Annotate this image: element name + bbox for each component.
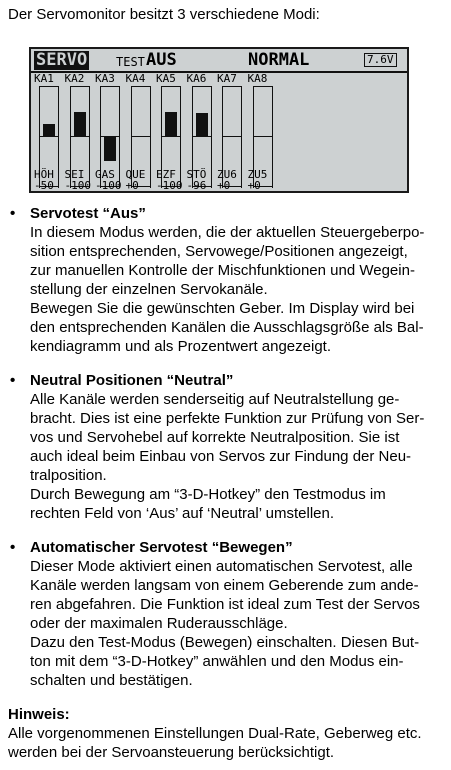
channel-bar: [43, 124, 55, 136]
channel-values-row: [31, 169, 407, 193]
section-title: Neutral Positionen “Neutral”: [30, 372, 234, 389]
note-title: Hinweis:: [8, 706, 70, 723]
display-header: [34, 51, 404, 71]
section-line: In diesem Modus werden, die der aktuellen Steuergeberpo-: [30, 224, 425, 241]
section-line: bracht. Dies ist eine perfekte Funktion zur Prüfung von Ser-: [30, 410, 425, 427]
bullet-icon: •: [10, 205, 16, 222]
channel-function: STÖ: [186, 168, 207, 181]
channel-name: KA5: [156, 72, 176, 85]
channel-function: HÖH: [34, 168, 54, 181]
section-line: sition entsprechenden, Servowege/Positionen angezeigt,: [30, 243, 408, 260]
channel-value: +0: [217, 179, 231, 192]
note-line: Alle vorgenommenen Einstellungen Dual-Rate, Geberweg etc.: [8, 725, 422, 742]
channel-function: GAS: [95, 168, 115, 181]
section-heading: [8, 538, 420, 557]
section-line: Dieser Mode aktiviert einen automatischen Servotest, alle: [30, 558, 413, 575]
mode-state: NORMAL: [248, 50, 310, 70]
section-line: ton mit dem “3-D-Hotkey” anwählen und den Modus ein-: [30, 653, 404, 670]
channel-value: +0: [247, 179, 261, 192]
section-line: zur manuellen Kontrolle der Mischfunktionen und Wegein-: [30, 262, 415, 279]
section-line: kendiagramm und als Prozentwert angezeigt.: [30, 338, 331, 355]
section-line: vos und Servohebel auf korrekte Neutralposition. Sie ist: [30, 429, 400, 446]
intro-text: Der Servomonitor besitzt 3 verschiedene Modi:: [8, 6, 320, 23]
channel-function: SEI: [64, 168, 85, 181]
section-line: Durch Bewegung am “3-D-Hotkey” den Testmodus im: [30, 486, 386, 503]
section-title: Automatischer Servotest “Bewegen”: [30, 539, 293, 556]
bullet-icon: •: [10, 539, 16, 556]
section-heading: [8, 204, 424, 223]
channel-name: KA1: [34, 72, 54, 85]
section-body: [8, 223, 424, 356]
section-line: Kanäle werden langsam von einem Geberende zum ande-: [30, 577, 419, 594]
note: [8, 705, 422, 762]
channel-function: QUE: [125, 168, 146, 181]
channel-name: KA8: [247, 72, 268, 85]
channel-value: -50: [34, 179, 54, 192]
channel-name: KA3: [95, 72, 115, 85]
section-line: Dazu den Test-Modus (Bewegen) einschalten. Diesen But-: [30, 634, 420, 651]
channel-value: -100: [156, 179, 183, 192]
section-body: [8, 390, 424, 523]
channel-bar: [196, 113, 208, 136]
servo-monitor-display: [29, 47, 409, 193]
channel-function: ZU6: [217, 168, 237, 181]
section-line: schalten und bestätigen.: [30, 672, 193, 689]
channel-name: KA7: [217, 72, 237, 85]
section-line: stellung der einzelnen Servokanäle.: [30, 281, 268, 298]
channel-name: KA4: [125, 72, 146, 85]
section-line: tralposition.: [30, 467, 107, 484]
voltage-indicator: 7.6V: [364, 53, 397, 67]
section-line: den entsprechenden Kanälen die Ausschlagsgröße als Bal-: [30, 319, 424, 336]
section-body: [8, 557, 420, 690]
section-line: rechten Feld von ‘Aus’ auf ‘Neutral’ umstellen.: [30, 505, 335, 522]
channel-function: ZU5: [247, 168, 268, 181]
mode-section-1: [8, 204, 424, 356]
section-line: oder der maximalen Ruderausschläge.: [30, 615, 288, 632]
note-line: werden bei der Servoansteuerung berücksichtigt.: [8, 744, 335, 761]
channel-function: EZF: [156, 168, 176, 181]
channel-value: -100: [95, 179, 122, 192]
mode-section-3: [8, 538, 420, 690]
channel-name: KA2: [64, 72, 85, 85]
channel-bar: [165, 112, 177, 136]
mode-label: SERVO: [36, 50, 88, 70]
section-line: Alle Kanäle werden senderseitig auf Neutralstellung ge-: [30, 391, 400, 408]
channel-value: -96: [186, 179, 207, 192]
test-state[interactable]: AUS: [146, 50, 177, 70]
channel-value: -100: [64, 179, 91, 192]
section-line: auch ideal beim Einbau von Servos zur Findung der Neu-: [30, 448, 412, 465]
channel-value: +0: [125, 179, 139, 192]
channel-name: KA6: [186, 72, 207, 85]
test-label: TEST: [116, 55, 145, 69]
channel-bar: [104, 137, 116, 161]
section-line: ren abgefahren. Die Funktion ist ideal zum Test der Servos: [30, 596, 420, 613]
section-title: Servotest “Aus”: [30, 205, 146, 222]
mode-section-2: [8, 371, 424, 523]
channel-bar: [74, 112, 86, 136]
bullet-icon: •: [10, 372, 16, 389]
section-heading: [8, 371, 424, 390]
section-line: Bewegen Sie die gewünschten Geber. Im Display wird bei: [30, 300, 415, 317]
